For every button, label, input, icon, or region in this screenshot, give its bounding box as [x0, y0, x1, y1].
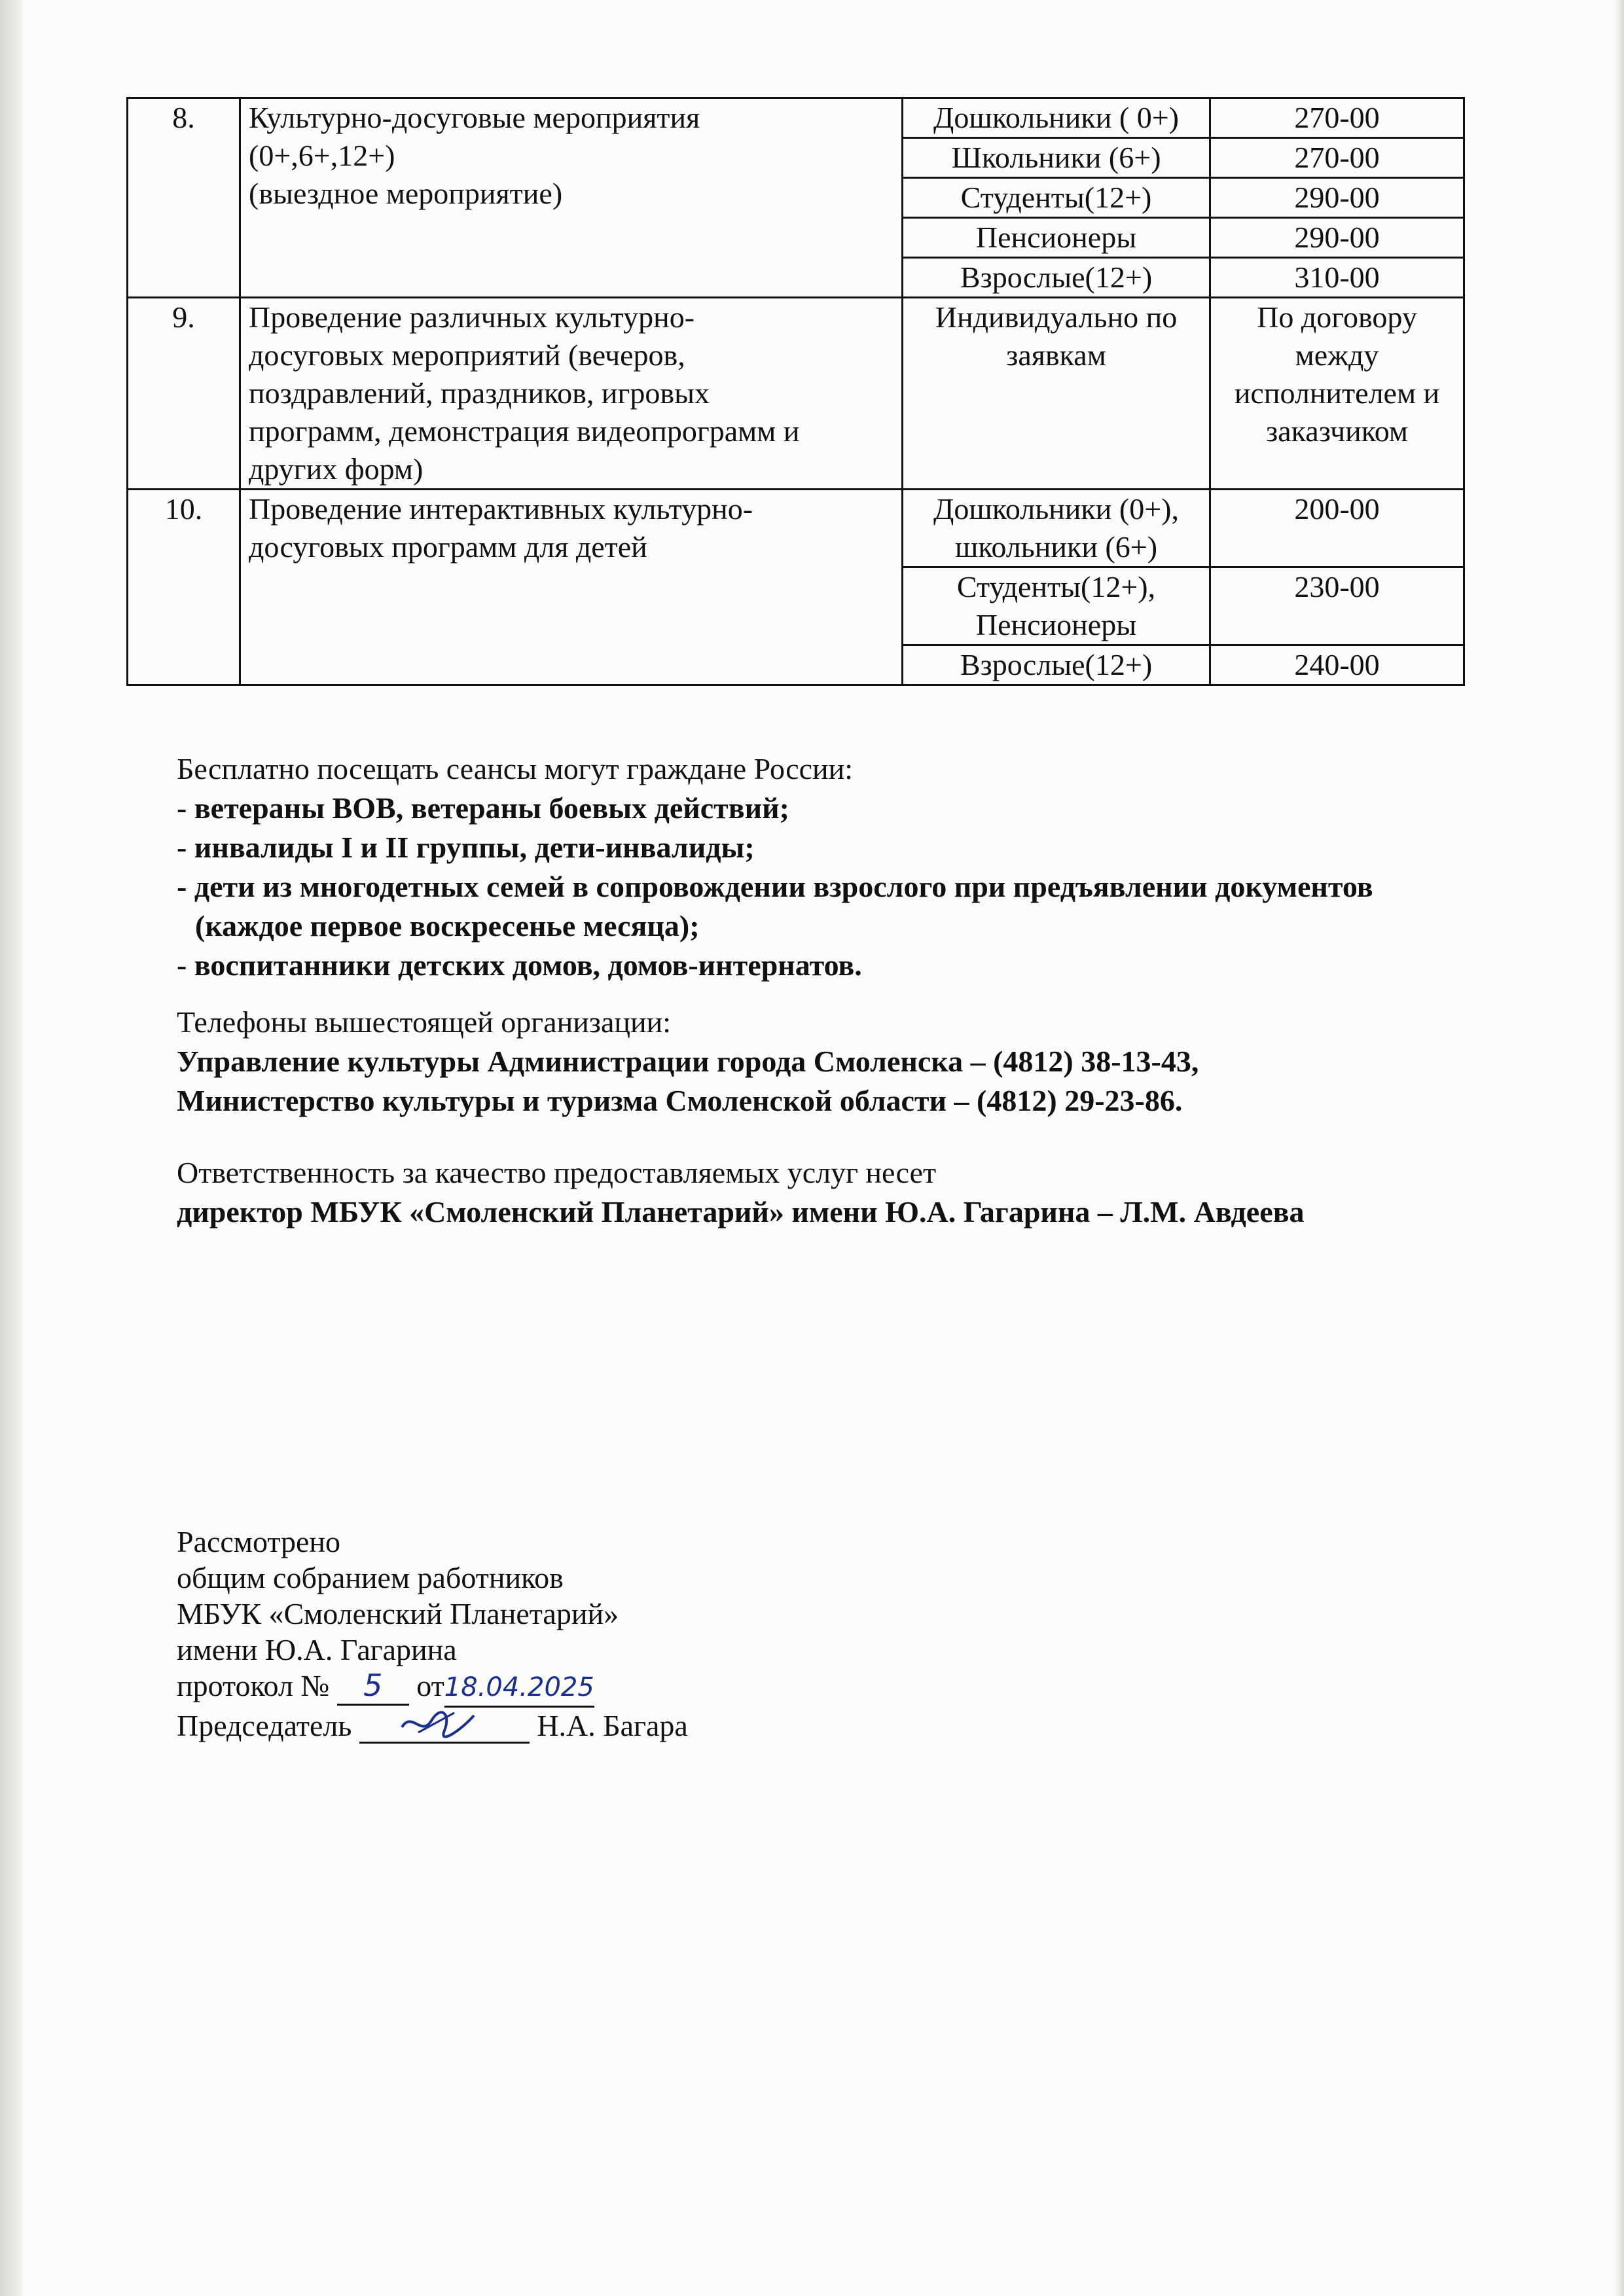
price-value: 240-00: [1210, 645, 1464, 685]
free-visits-item: - ветераны ВОВ, ветераны боевых действий;: [177, 791, 789, 825]
page-edge-shadow: [0, 0, 22, 2296]
visitor-category: Дошкольники (0+), школьники (6+): [903, 490, 1210, 567]
visitor-category: Дошкольники ( 0+): [903, 98, 1210, 138]
footer-line: общим собранием работников: [177, 1561, 564, 1594]
responsible-person: директор МБУК «Смоленский Планетарий» имени Ю.А. Гагарина – Л.М. Авдеева: [177, 1195, 1305, 1229]
chair-name: Н.А. Багара: [537, 1709, 688, 1742]
price-value: 270-00: [1210, 98, 1464, 138]
price-value: По договору между исполнителем и заказчиком: [1210, 298, 1464, 490]
visitor-category: Студенты(12+): [903, 178, 1210, 218]
protocol-from: от: [416, 1669, 444, 1702]
service-name-line: досуговых программ для детей: [249, 530, 647, 564]
phone-line: Министерство культуры и туризма Смоленской области – (4812) 29-23-86.: [177, 1084, 1183, 1117]
visitor-category: Индивидуально по заявкам: [903, 298, 1210, 490]
protocol-line: [177, 1668, 688, 1708]
page-edge-shadow: [1615, 0, 1624, 2296]
chair-line: [177, 1708, 688, 1744]
phone-line: Управление культуры Администрации города Смоленска – (4812) 38-13-43,: [177, 1045, 1199, 1078]
price-value: 290-00: [1210, 178, 1464, 218]
visitor-category: Взрослые(12+): [903, 645, 1210, 685]
footer-line: Рассмотрено: [177, 1525, 341, 1558]
free-visits-section: [177, 749, 1373, 985]
free-visits-item: (каждое первое воскресенье месяца);: [195, 909, 700, 942]
service-name-line: (0+,6+,12+): [249, 139, 395, 172]
service-name-line: Проведение интерактивных культурно-: [249, 492, 753, 526]
signature: [359, 1713, 530, 1744]
service-name-line: (выездное мероприятие): [249, 177, 563, 210]
table-row: [128, 490, 1464, 567]
visitor-category: Взрослые(12+): [903, 258, 1210, 298]
protocol-prefix: протокол №: [177, 1669, 330, 1702]
service-name-line: досуговых мероприятий (вечеров,: [249, 338, 685, 372]
visitor-category: Школьники (6+): [903, 138, 1210, 178]
signature-icon: [399, 1708, 477, 1740]
row-number: 10.: [128, 490, 240, 685]
free-visits-item: - воспитанники детских домов, домов-интернатов.: [177, 948, 862, 982]
responsibility-intro: Ответственность за качество предоставляемых услуг несет: [177, 1156, 937, 1189]
service-name: [240, 298, 903, 490]
price-value: 230-00: [1210, 567, 1464, 645]
service-name-line: других форм): [249, 452, 424, 486]
price-value: 290-00: [1210, 218, 1464, 258]
price-value: 270-00: [1210, 138, 1464, 178]
visitor-category: Пенсионеры: [903, 218, 1210, 258]
price-value: 200-00: [1210, 490, 1464, 567]
footer-line: МБУК «Смоленский Планетарий»: [177, 1597, 619, 1630]
service-name-line: поздравлений, праздников, игровых: [249, 376, 710, 410]
row-number: 8.: [128, 98, 240, 298]
free-visits-intro: Бесплатно посещать сеансы могут граждане России:: [177, 752, 854, 785]
approval-footer: [177, 1524, 688, 1744]
table-row: [128, 98, 1464, 138]
service-name: [240, 490, 903, 685]
responsibility-section: [177, 1153, 1304, 1232]
protocol-number: 5: [337, 1668, 409, 1706]
phones-intro: Телефоны вышестоящей организации:: [177, 1005, 672, 1039]
price-value: 310-00: [1210, 258, 1464, 298]
row-number: 9.: [128, 298, 240, 490]
free-visits-item: - дети из многодетных семей в сопровождении взрослого при предъявлении документов: [177, 870, 1373, 903]
service-name: [240, 98, 903, 298]
protocol-date: 18.04.2025: [444, 1670, 594, 1708]
phones-section: [177, 1003, 1199, 1121]
chair-label: Председатель: [177, 1709, 352, 1742]
service-name-line: Культурно-досуговые мероприятия: [249, 101, 700, 134]
free-visits-item: - инвалиды I и II группы, дети-инвалиды;: [177, 831, 755, 864]
service-name-line: Проведение различных культурно-: [249, 300, 695, 334]
footer-line: имени Ю.А. Гагарина: [177, 1633, 457, 1666]
service-name-line: программ, демонстрация видеопрограмм и: [249, 414, 800, 448]
price-table: [126, 97, 1465, 686]
visitor-category: Студенты(12+), Пенсионеры: [903, 567, 1210, 645]
table-row: [128, 298, 1464, 490]
